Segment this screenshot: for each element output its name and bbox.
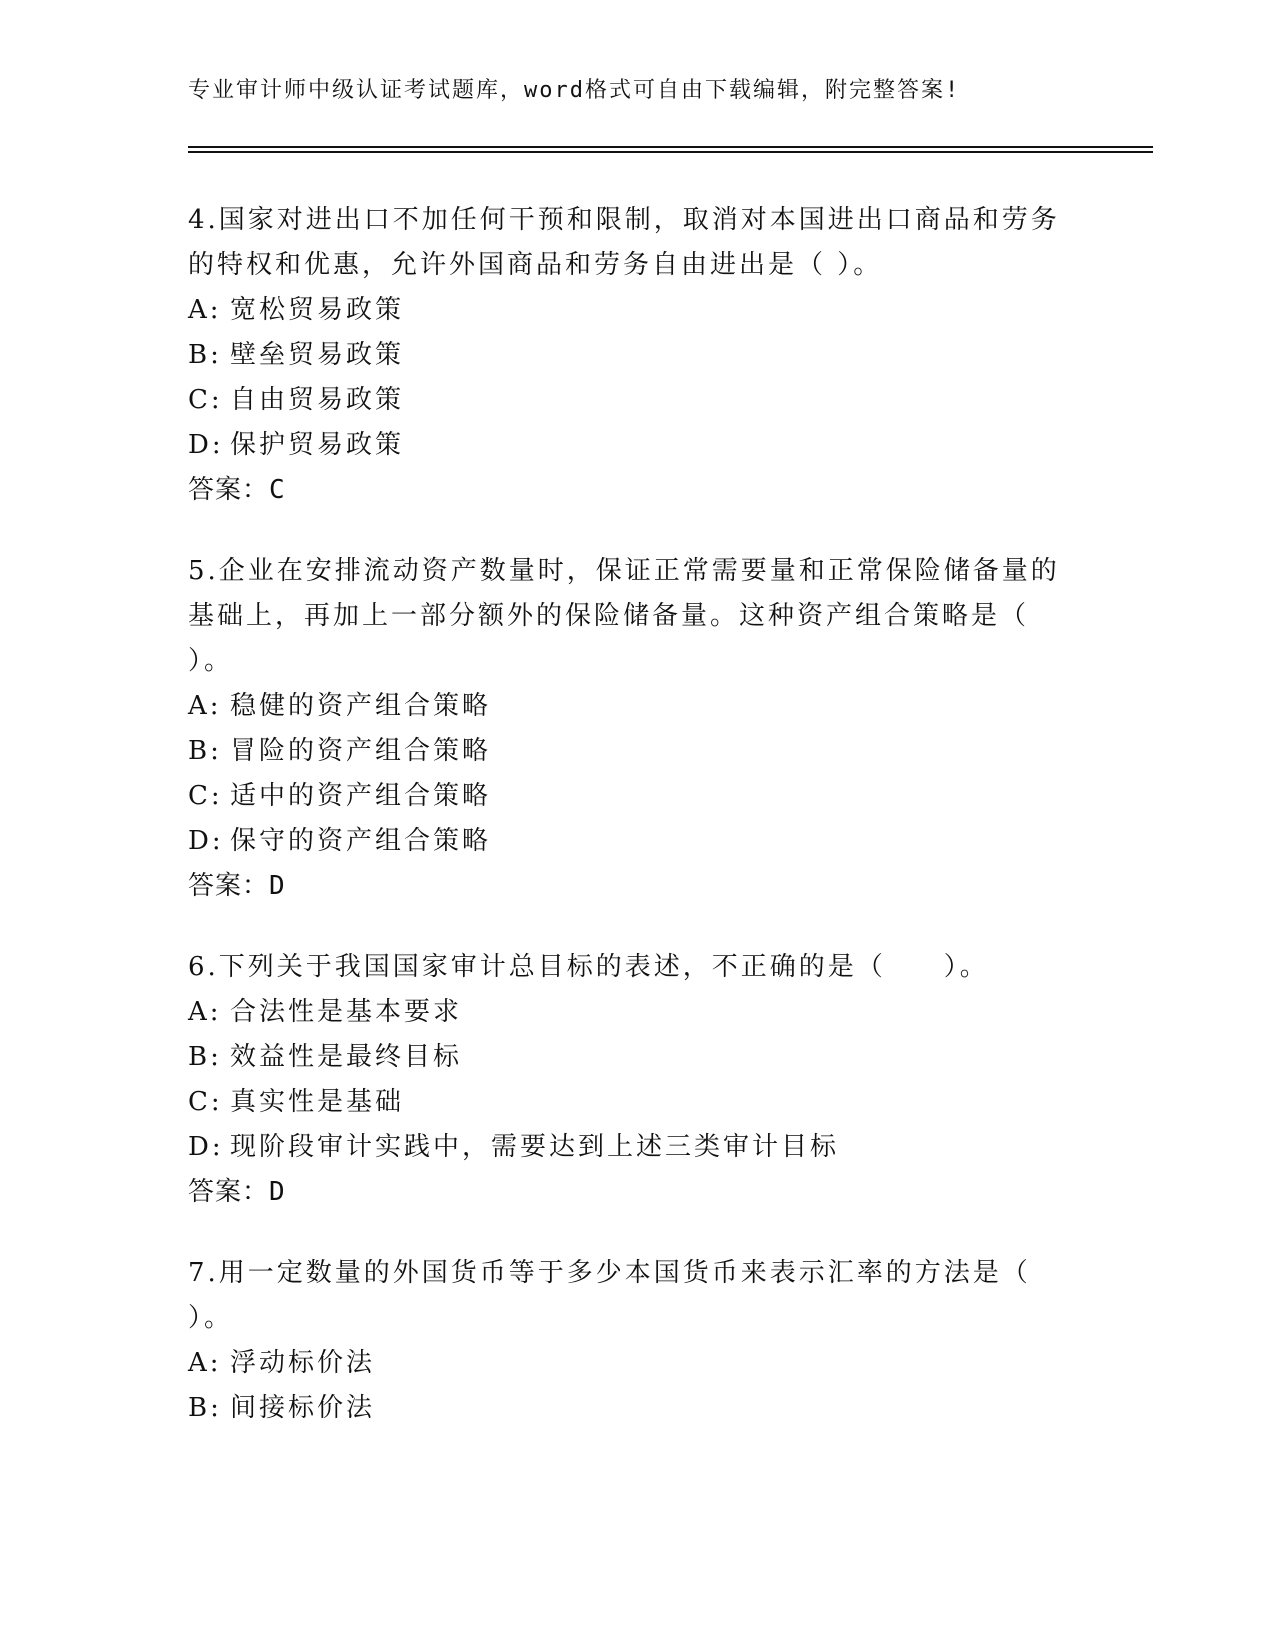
option-text: 合法性是基本要求 <box>230 997 463 1027</box>
option-letter: D: <box>188 430 224 460</box>
option-text: 适中的资产组合策略 <box>230 781 492 811</box>
option-c <box>188 378 1068 423</box>
question-text: 6.下列关于我国国家审计总目标的表述，不正确的是（ ）。 <box>188 952 989 982</box>
option-text: 浮动标价法 <box>230 1348 376 1378</box>
answer-label: 答案： <box>188 475 270 505</box>
answer-label: 答案： <box>188 1177 270 1207</box>
option-a <box>188 684 1068 729</box>
answer-label: 答案： <box>188 871 270 901</box>
option-letter: C: <box>188 781 223 811</box>
option-text: 间接标价法 <box>230 1393 376 1423</box>
option-text: 宽松贸易政策 <box>230 295 405 325</box>
option-letter: A: <box>188 1348 222 1378</box>
option-d <box>188 423 1068 468</box>
header-divider-bottom <box>188 151 1153 153</box>
option-letter: B: <box>188 1042 222 1072</box>
question-text: 4.国家对进出口不加任何干预和限制，取消对本国进出口商品和劳务的特权和优惠，允许外国商品和劳务自由进出是（ ）。 <box>188 205 1060 280</box>
answer-value: D <box>269 871 286 901</box>
answer-line <box>188 468 1068 513</box>
option-letter: A: <box>188 295 222 325</box>
option-a <box>188 990 1068 1035</box>
option-letter: B: <box>188 340 222 370</box>
option-letter: A: <box>188 691 222 721</box>
option-letter: C: <box>188 1087 223 1117</box>
option-letter: D: <box>188 826 224 856</box>
answer-value: C <box>269 475 286 505</box>
question-4 <box>188 198 1068 513</box>
option-letter: B: <box>188 736 222 766</box>
option-text: 壁垒贸易政策 <box>230 340 405 370</box>
option-c <box>188 774 1068 819</box>
option-text: 现阶段审计实践中，需要达到上述三类审计目标 <box>230 1132 840 1162</box>
option-text: 真实性是基础 <box>230 1087 405 1117</box>
page-header-title: 专业审计师中级认证考试题库，word格式可自由下载编辑，附完整答案! <box>188 78 961 103</box>
option-b <box>188 729 1068 774</box>
option-a <box>188 1341 1068 1386</box>
option-b <box>188 333 1068 378</box>
option-b <box>188 1035 1068 1080</box>
header-divider-top <box>188 146 1153 148</box>
question-5 <box>188 549 1068 909</box>
question-7 <box>188 1251 1068 1431</box>
option-letter: D: <box>188 1132 224 1162</box>
option-d <box>188 1125 1068 1170</box>
answer-value: D <box>269 1177 286 1207</box>
option-text: 保守的资产组合策略 <box>230 826 492 856</box>
option-text: 稳健的资产组合策略 <box>230 691 492 721</box>
answer-line <box>188 864 1068 909</box>
option-letter: C: <box>188 385 223 415</box>
option-text: 保护贸易政策 <box>230 430 405 460</box>
answer-line <box>188 1170 1068 1215</box>
option-a <box>188 288 1068 333</box>
option-d <box>188 819 1068 864</box>
question-6 <box>188 945 1068 1215</box>
question-text: 5.企业在安排流动资产数量时，保证正常需要量和正常保险储备量的基础上，再加上一部分额外的保险储备量。这种资产组合策略是（ ）。 <box>188 556 1060 676</box>
option-letter: B: <box>188 1393 222 1423</box>
option-letter: A: <box>188 997 222 1027</box>
question-list <box>188 198 1068 1467</box>
option-text: 效益性是最终目标 <box>230 1042 463 1072</box>
option-text: 冒险的资产组合策略 <box>230 736 492 766</box>
option-c <box>188 1080 1068 1125</box>
option-b <box>188 1386 1068 1431</box>
option-text: 自由贸易政策 <box>230 385 405 415</box>
question-text: 7.用一定数量的外国货币等于多少本国货币来表示汇率的方法是（ ）。 <box>188 1258 1031 1333</box>
